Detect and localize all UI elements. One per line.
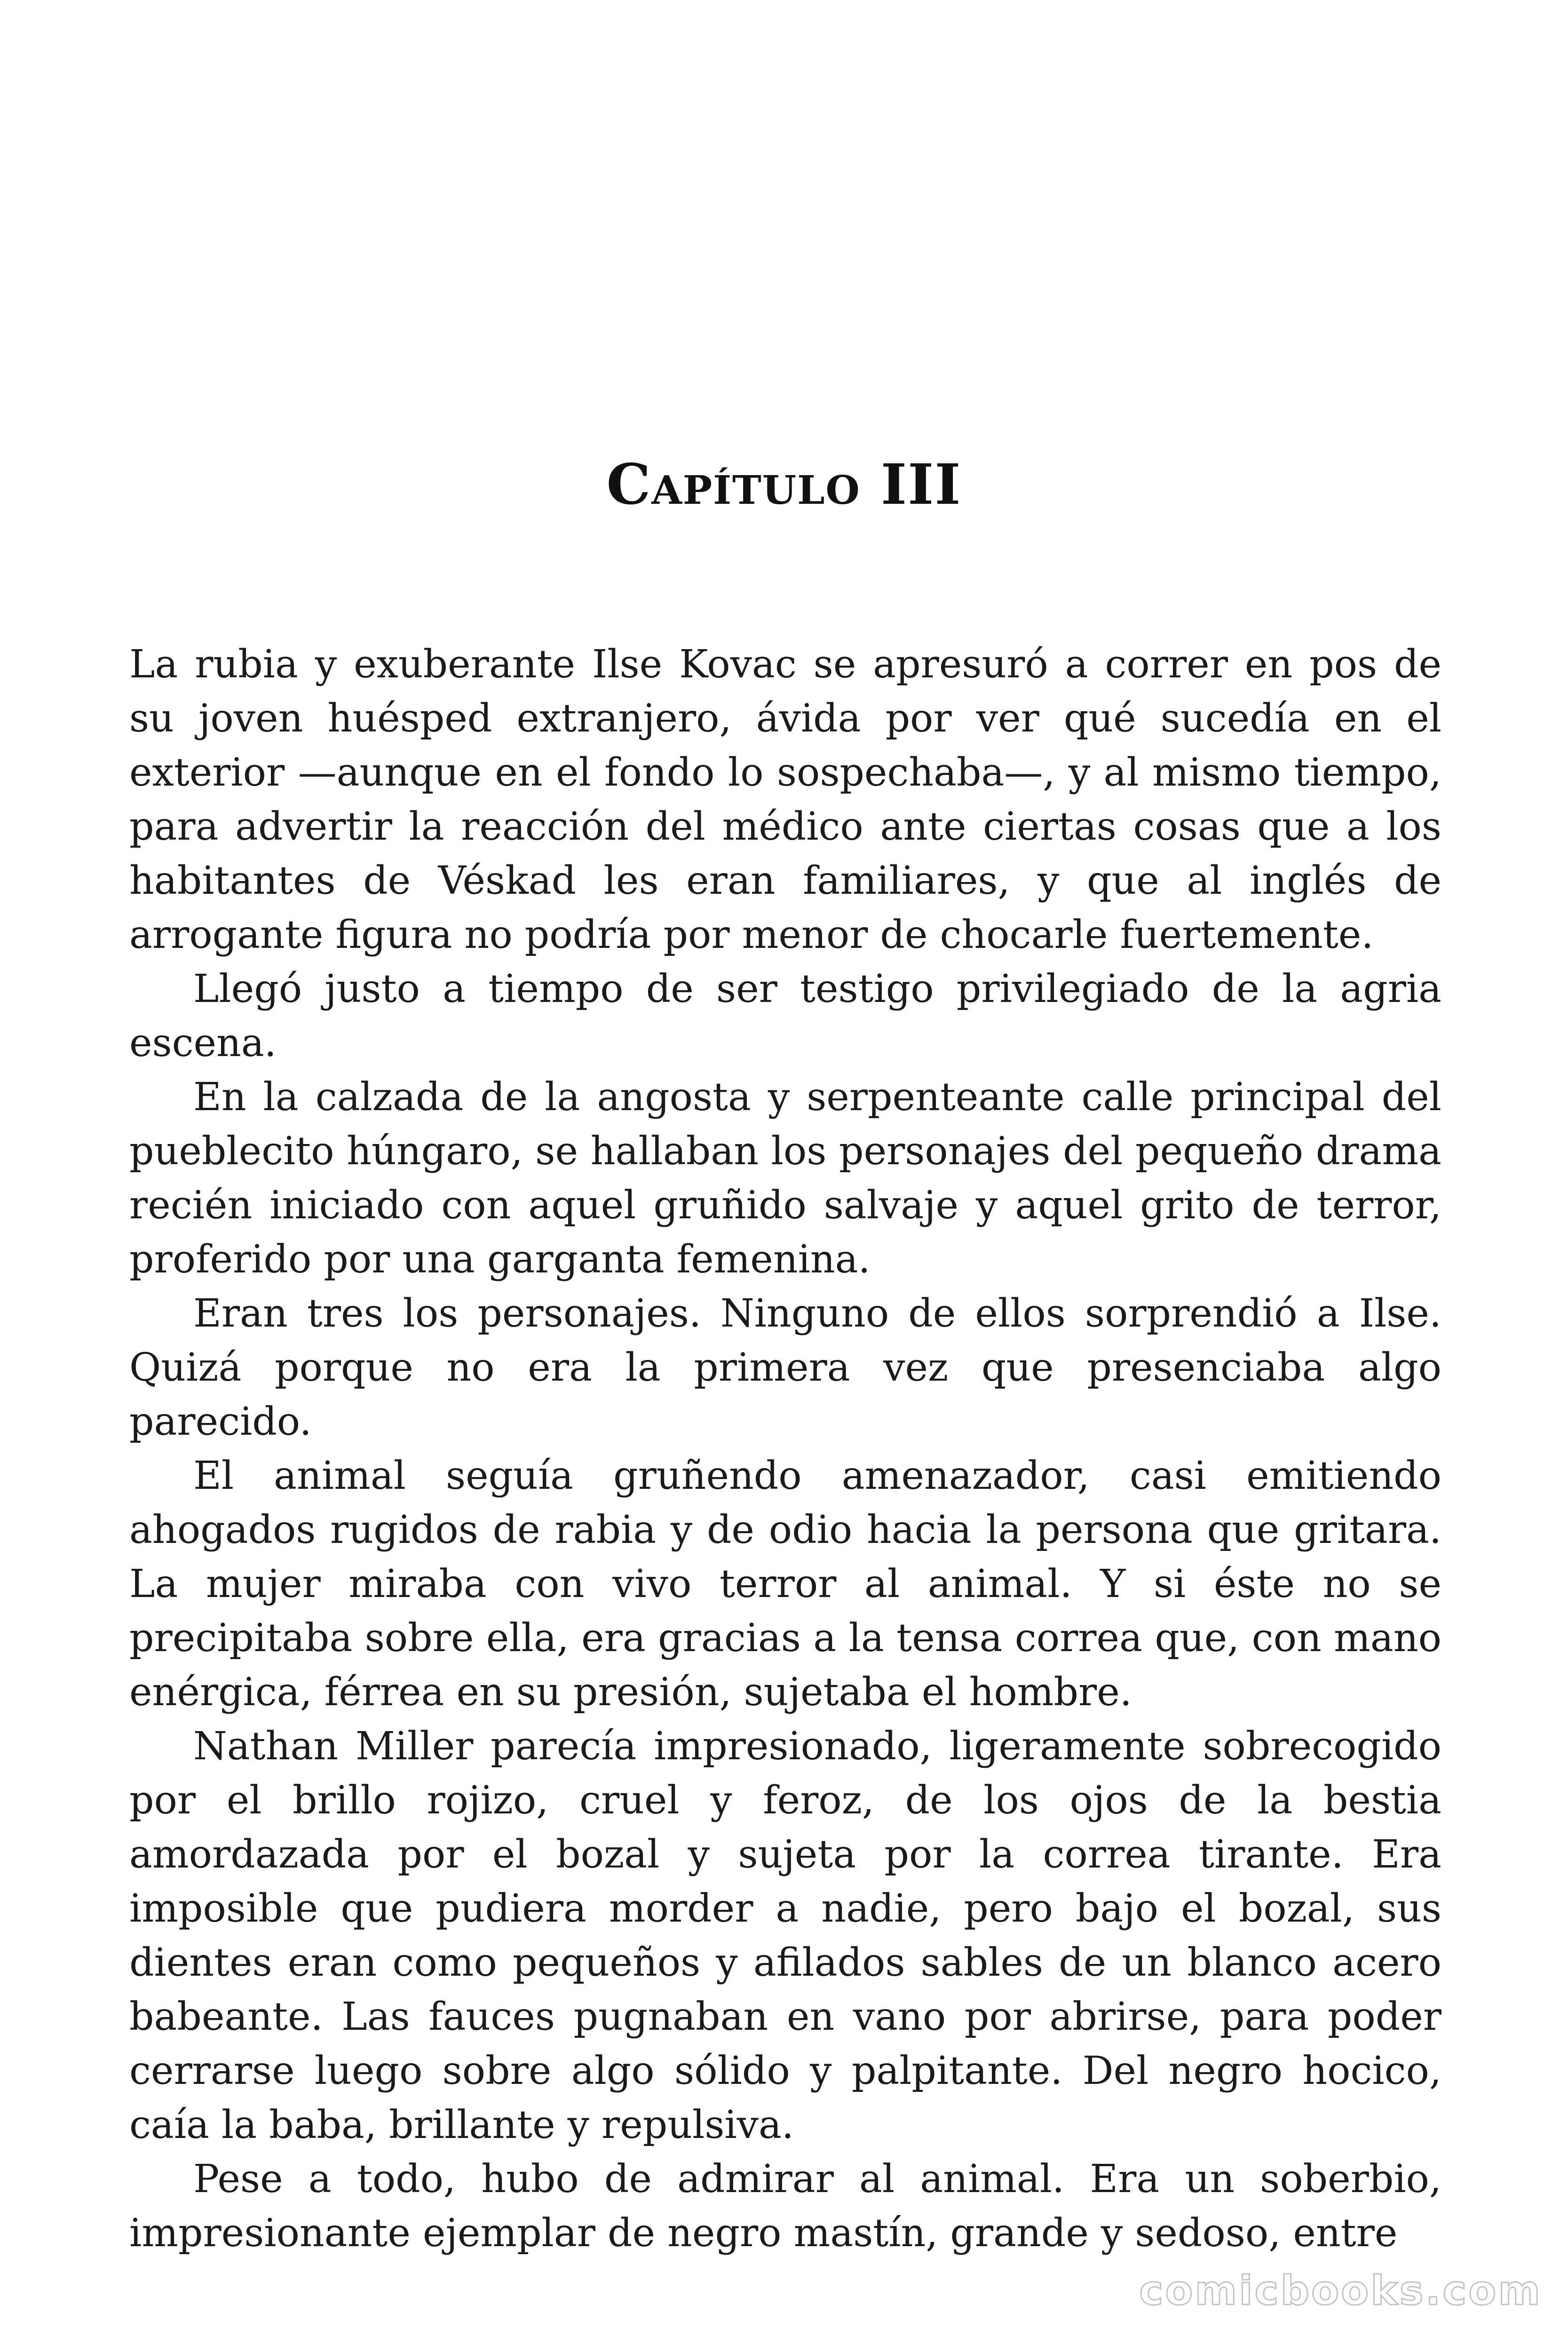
chapter-body: [129, 637, 1441, 2260]
paragraph: En la calzada de la angosta y serpenteante calle principal del pueblecito húngaro, se hallaban los personajes del pequeño drama recién iniciado con aquel gruñido salvaje y aquel grito de terror, proferido por una garganta femenina.: [129, 1075, 1441, 1282]
paragraph: Nathan Miller parecía impresionado, ligeramente sobrecogido por el brillo rojizo, cruel y feroz, de los ojos de la bestia amordazada por el bozal y sujeta por la correa tirante. Era imposible que pudiera morder a nadie, pero bajo el bozal, sus dientes eran como pequeños y afilados sables de un blanco acero babeante. Las fauces pugnaban en vano por abrirse, para poder cerrarse luego sobre algo sólido y palpitante. Del negro hocico, caía la baba, brillante y repulsiva.: [129, 1724, 1441, 2147]
chapter-title: Capítulo III: [606, 452, 962, 517]
paragraph: El animal seguía gruñendo amenazador, casi emitiendo ahogados rugidos de rabia y de odio hacia la persona que gritara. La mujer miraba con vivo terror al animal. Y si éste no se precipitaba sobre ella, era gracias a la tensa correa que, con mano enérgica, férrea en su presión, sujetaba el hombre.: [129, 1454, 1441, 1715]
paragraph: Pese a todo, hubo de admirar al animal. Era un soberbio, impresionante ejemplar de negro mastín, grande y sedoso, entre: [129, 2157, 1441, 2256]
site-watermark: comicbooks.com: [1139, 2267, 1542, 2314]
paragraph: La rubia y exuberante Ilse Kovac se apresuró a correr en pos de su joven huésped extranjero, ávida por ver qué sucedía en el exterior —aunque en el fondo lo sospechaba—, y al mismo tiempo, para advertir la reacción del médico ante ciertas cosas que a los habitantes de Véskad les eran familiares, y que al inglés de arrogante figura no podría por menor de chocarle fuertemente.: [129, 642, 1441, 957]
paragraph: Llegó justo a tiempo de ser testigo privilegiado de la agria escena.: [129, 967, 1441, 1065]
paragraph: Eran tres los personajes. Ninguno de ellos sorprendió a Ilse. Quizá porque no era la primera vez que presenciaba algo parecido.: [129, 1291, 1441, 1444]
